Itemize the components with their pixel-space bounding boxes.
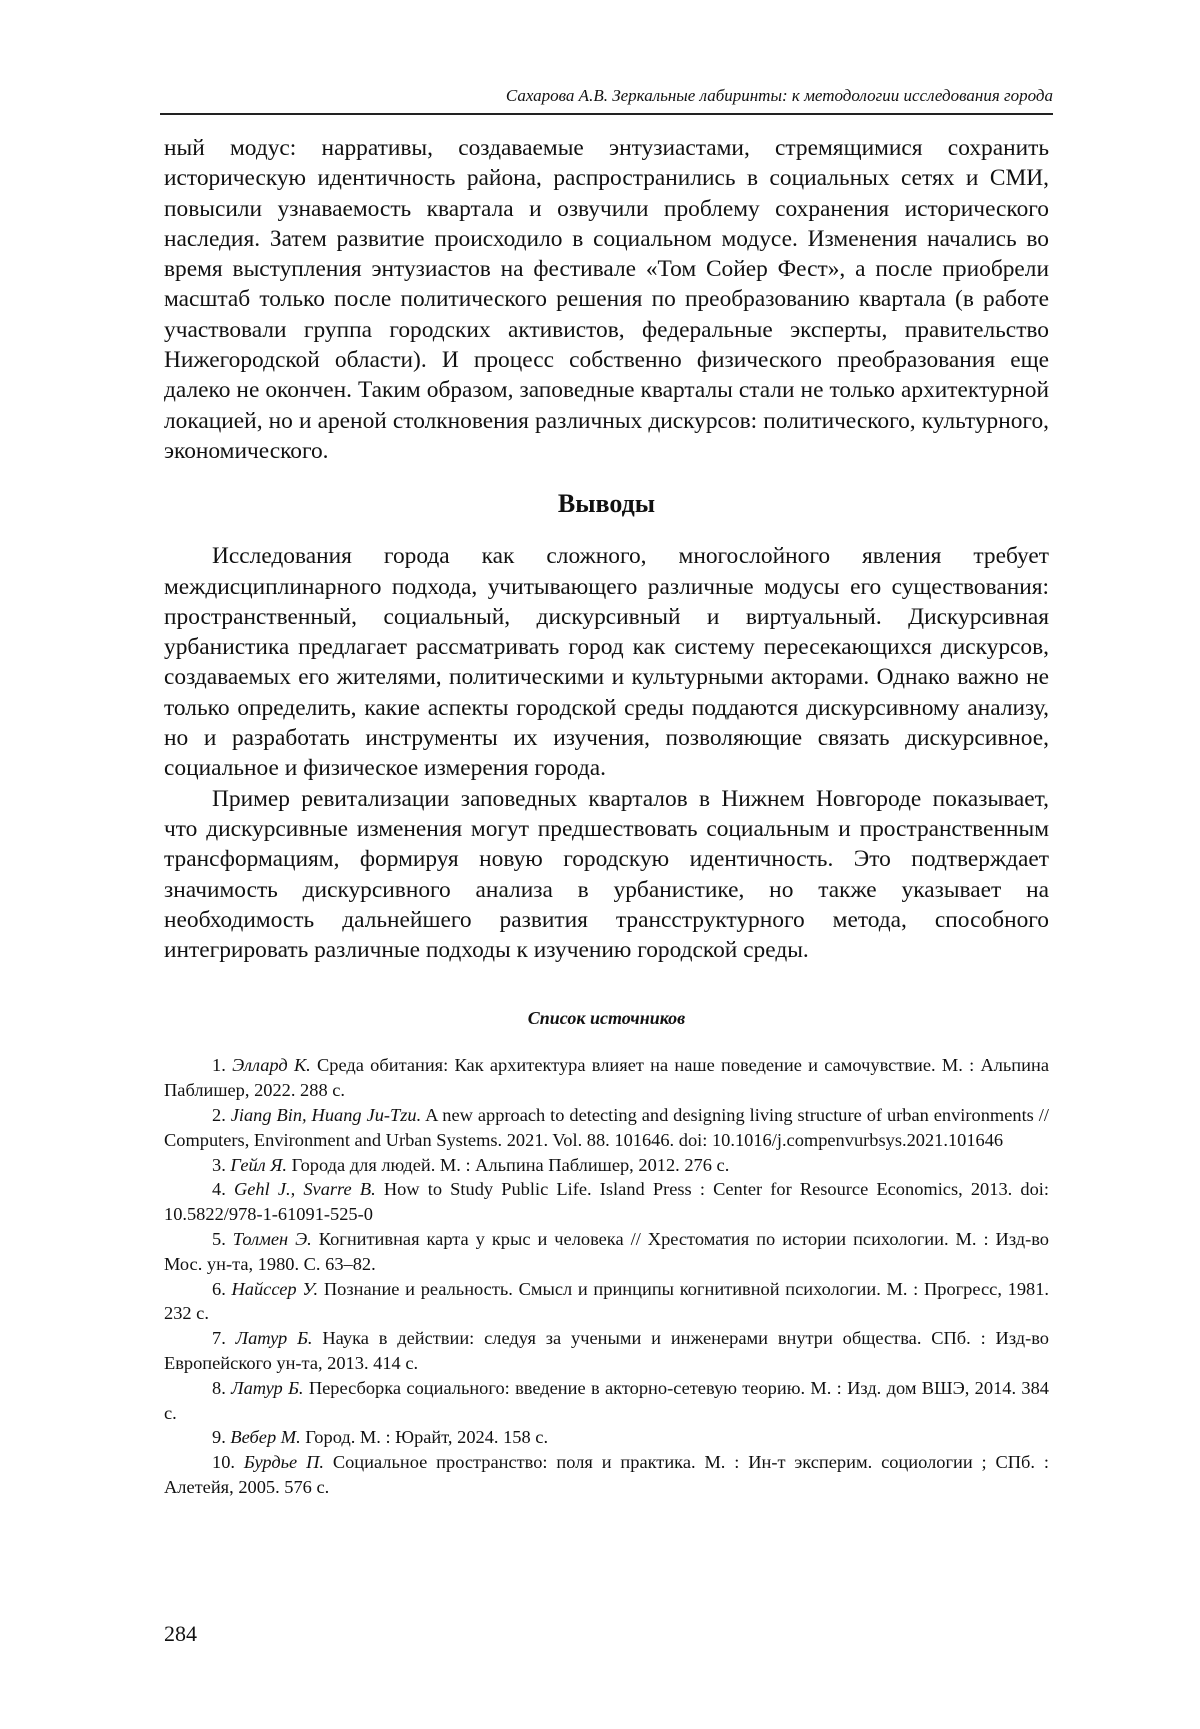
reference-author: Jiang Bin, Huang Ju-Tzu. xyxy=(230,1105,422,1126)
reference-number: 4. xyxy=(212,1179,226,1200)
reference-author: Эллард К. xyxy=(232,1055,311,1076)
reference-number: 7. xyxy=(212,1328,226,1349)
reference-number: 2. xyxy=(212,1105,226,1126)
continued-paragraph: ный модус: нарративы, создаваемые энтузиастами, стремящимися сохранить историческую идентичность района, распространились в социальных сетях и СМИ, повысили узнаваемость квартала и озвучили проблему сохранения исторического наследия. Затем развитие происходило в социальном модусе. Изменения начались во время выступления энтузиастов на фестивале «Том Сойер Фест», а после приобрели масштаб только после политического решения по преобразованию квартала (в работе участвовали группа городских активистов, федеральные эксперты, правительство Нижегородской области). И процесс собственно физического преобразования еще далеко не окончен. Таким образом, заповедные кварталы стали не только архитектурной локацией, но и ареной столкновения различных дискурсов: политического, культурного, экономического. xyxy=(164,135,1049,464)
reference-item xyxy=(164,1376,1049,1426)
reference-author: Бурдье П. xyxy=(243,1452,324,1473)
reference-text: Пересборка социального: введение в акторно-сетевую теорию. М. : Изд. дом ВШЭ, 2014. 384 с. xyxy=(164,1377,1049,1423)
reference-item xyxy=(164,1053,1049,1103)
reference-item xyxy=(164,1227,1049,1277)
reference-item xyxy=(164,1153,1049,1178)
reference-author: Толмен Э. xyxy=(232,1229,312,1249)
reference-item xyxy=(164,1326,1049,1376)
reference-number: 9. xyxy=(212,1427,226,1448)
reference-number: 10. xyxy=(212,1452,235,1473)
reference-author: Gehl J., Svarre B. xyxy=(233,1179,376,1200)
reference-item xyxy=(164,1177,1049,1227)
reference-number: 8. xyxy=(212,1377,226,1398)
reference-item xyxy=(164,1103,1049,1153)
reference-text: Когнитивная карта у крыс и человека // Хрестоматия по истории психологии. М. : Изд-во Мос. ун-та, 1980. С. 63–82. xyxy=(164,1229,1049,1274)
running-head-title: Сахарова А.В. Зеркальные лабиринты: к методологии исследования города xyxy=(505,86,1053,105)
references-list xyxy=(164,1053,1049,1499)
reference-text: Наука в действии: следуя за учеными и инженерами внутри общества. СПб. : Изд-во Европейского ун-та, 2013. 414 с. xyxy=(164,1328,1049,1373)
header-rule xyxy=(160,113,1053,115)
reference-number: 5. xyxy=(212,1229,226,1249)
reference-author: Латур Б. xyxy=(231,1377,304,1398)
reference-item xyxy=(164,1425,1049,1450)
reference-author: Вебер М. xyxy=(230,1427,301,1448)
reference-author: Латур Б. xyxy=(235,1328,313,1349)
reference-author: Найссер У. xyxy=(231,1278,319,1299)
section-title-conclusions: Выводы xyxy=(557,489,656,519)
page-number: 284 xyxy=(164,1621,197,1646)
reference-number: 1. xyxy=(212,1055,226,1076)
reference-text: A new approach to detecting and designing living structure of urban environments // Computers, Environment and Urban Systems. 2021. Vol. 88. 101646. doi: 10.1016/j.compenvurbsys.2021.101646 xyxy=(164,1105,1049,1150)
reference-number: 3. xyxy=(212,1154,226,1175)
reference-text: Города для людей. М. : Альпина Паблишер, 2012. 276 с. xyxy=(291,1154,730,1175)
reference-text: Познание и реальность. Смысл и принципы когнитивной психологии. М. : Прогресс, 1981. 232 с. xyxy=(164,1278,1050,1324)
reference-text: Город. М. : Юрайт, 2024. 158 с. xyxy=(305,1427,549,1448)
reference-author: Гейл Я. xyxy=(230,1154,287,1175)
conclusion-paragraph: Исследования города как сложного, многослойного явления требует междисциплинарного подхода, учитывающего различные модусы его существования: пространственный, социальный, дискурсивный и виртуальный. Дискурсивная урбанистика предлагает рассматривать город как систему пересекающихся дискурсов, создаваемых его жителями, политическими и культурными акторами. Однако важно не только определить, какие аспекты городской среды поддаются дискурсивному анализу, но и разработать инструменты их изучения, позволяющие связать дискурсивное, социальное и физическое измерения города. xyxy=(164,543,1049,782)
reference-number: 6. xyxy=(212,1278,226,1299)
reference-text: Социальное пространство: поля и практика. М. : Ин-т эксперим. социологии ; СПб. : Алетейя, 2005. 576 с. xyxy=(164,1452,1049,1497)
body-column xyxy=(164,133,1049,1500)
reference-text: How to Study Public Life. Island Press : Center for Resource Economics, 2013. doi: 10.5822/978-1-61091-525-0 xyxy=(164,1179,1049,1225)
conclusion-paragraph: Пример ревитализации заповедных кварталов в Нижнем Новгороде показывает, что дискурсивные изменения могут предшествовать социальным и пространственным трансформациям, формируя новую городскую идентичность. Это подтверждает значимость дискурсивного анализа в урбанистике, но также указывает на необходимость дальнейшего развития трансструктурного метода, способного интегрировать различные подходы к изучению городской среды. xyxy=(164,785,1049,964)
reference-item xyxy=(164,1450,1049,1500)
reference-item xyxy=(164,1277,1049,1327)
references-title: Список источников xyxy=(527,1008,686,1029)
reference-text: Среда обитания: Как архитектура влияет на наше поведение и самочувствие. М. : Альпина Паблишер, 2022. 288 с. xyxy=(164,1055,1049,1101)
